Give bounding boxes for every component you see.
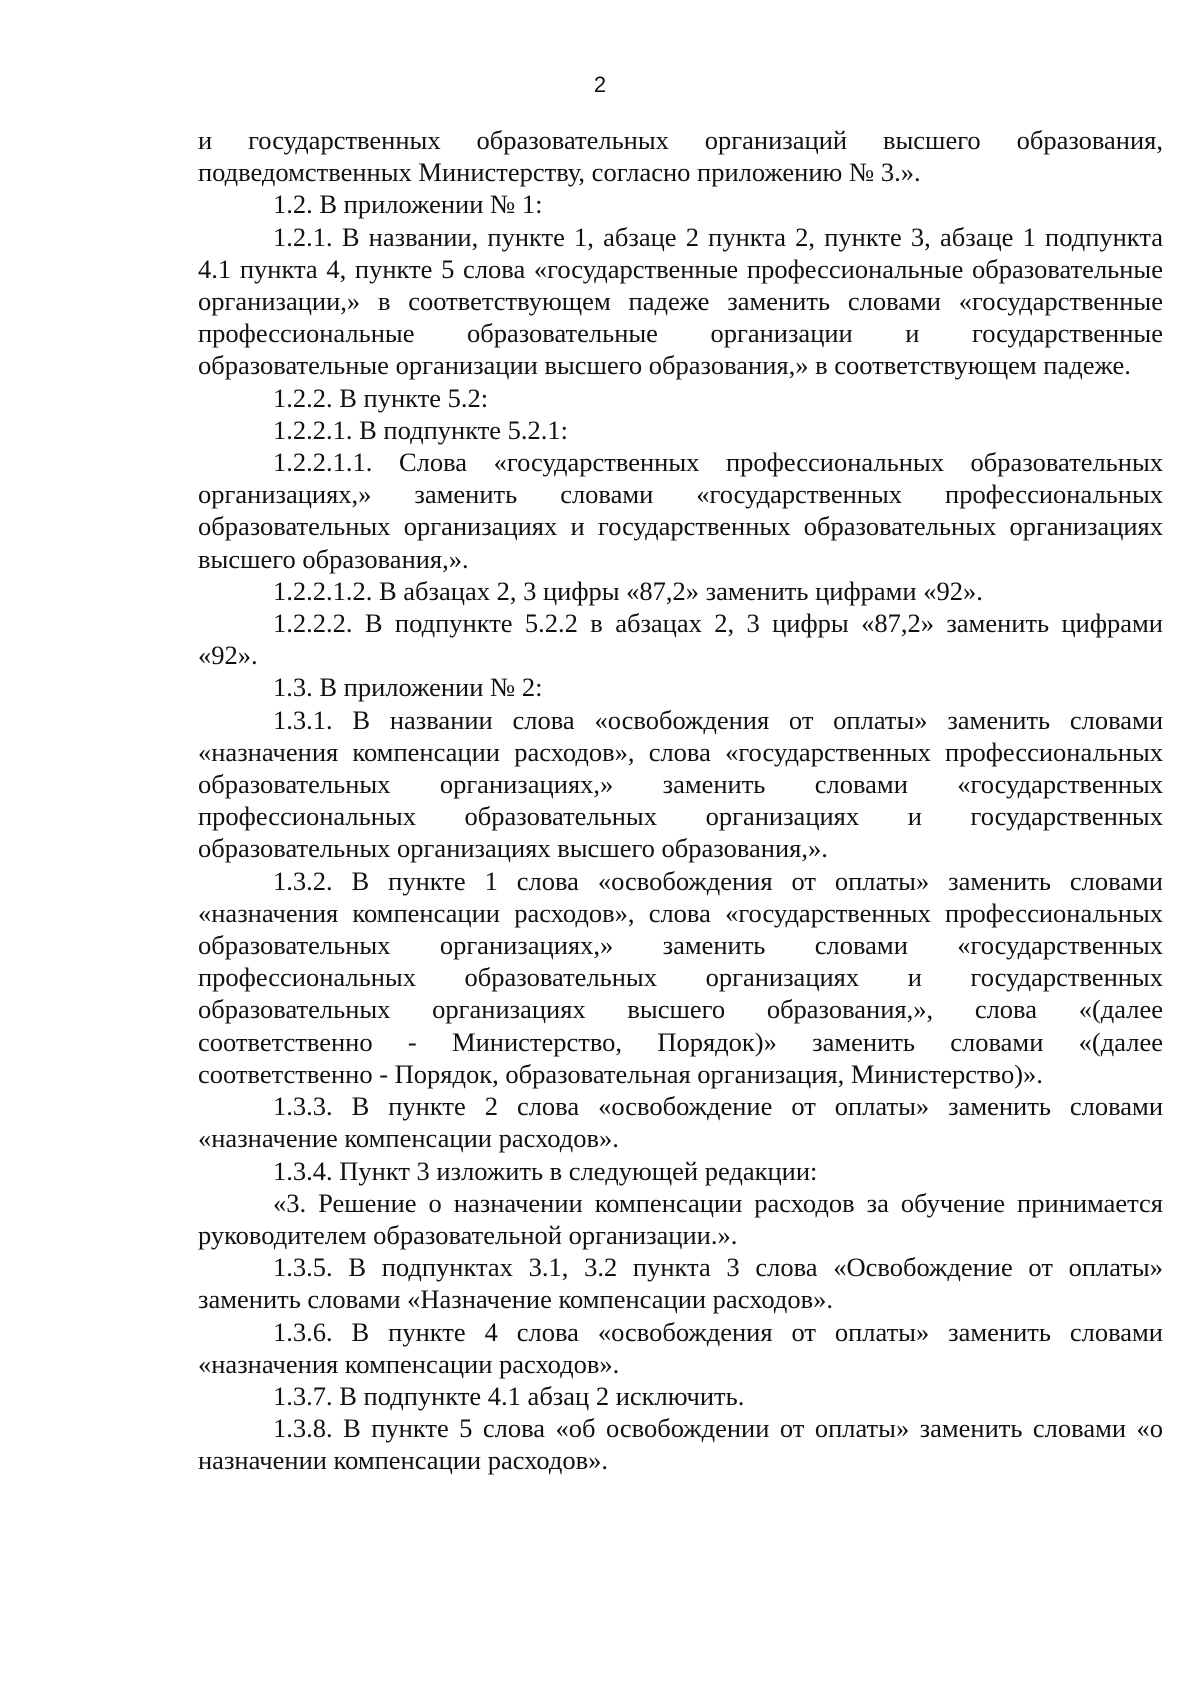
paragraph: 1.2.2.1.1. Слова «государственных профессиональных образовательных организациях,» заменить словами «государственных профессиональных образовательных организациях и государственных образовательных организациях высшего образования,». [198, 447, 1163, 574]
paragraph: 1.2.2.1. В подпункте 5.2.1: [273, 414, 569, 445]
paragraph: 1.3.4. Пункт 3 изложить в следующей редакции: [273, 1155, 818, 1186]
paragraph: 1.2.2.1.2. В абзацах 2, 3 цифры «87,2» заменить цифрами «92». [273, 575, 983, 606]
document-body [198, 124, 1163, 1477]
paragraph: 1.3. В приложении № 2: [273, 672, 543, 703]
paragraph: 1.2. В приложении № 1: [273, 189, 543, 220]
paragraph: 1.3.7. В подпункте 4.1 абзац 2 исключить. [273, 1380, 745, 1411]
paragraph: 1.3.8. В пункте 5 слова «об освобождении от оплаты» заменить словами «о назначении компенсации расходов». [198, 1413, 1163, 1476]
paragraph: 1.3.1. В названии слова «освобождения от оплаты» заменить словами «назначения компенсации расходов», слова «государственных профессиональных образовательных организациях,» заменить словами «государственных профессиональных образовательных организациях и государственных образовательных организациях высшего образования,». [198, 704, 1163, 864]
paragraph: 1.2.2. В пункте 5.2: [273, 382, 489, 413]
paragraph: 1.3.5. В подпунктах 3.1, 3.2 пункта 3 слова «Освобождение от оплаты» заменить словами «Назначение компенсации расходов». [198, 1252, 1163, 1315]
page-number: 2 [593, 72, 607, 97]
paragraph: «3. Решение о назначении компенсации расходов за обучение принимается руководителем образовательной организации.». [198, 1187, 1163, 1250]
paragraph: 1.3.6. В пункте 4 слова «освобождения от оплаты» заменить словами «назначения компенсации расходов». [198, 1316, 1163, 1379]
paragraph: и государственных образовательных организаций высшего образования, подведомственных Министерству, согласно приложению № 3.». [198, 125, 1163, 188]
paragraph: 1.3.2. В пункте 1 слова «освобождения от оплаты» заменить словами «назначения компенсации расходов», слова «государственных профессиональных образовательных организациях,» заменить словами «государственных профессиональных образовательных организациях и государственных образовательных организациях высшего образования,», слова «(далее соответственно - Министерство, Порядок)» заменить словами «(далее соответственно - Порядок, образовательная организация, Министерство)». [198, 865, 1163, 1089]
paragraph: 1.2.1. В названии, пункте 1, абзаце 2 пункта 2, пункте 3, абзаце 1 подпункта 4.1 пункта 4, пункте 5 слова «государственные профессиональные образовательные организации,» в соответствующем падеже заменить словами «государственные профессиональные образовательные организации и государственные образовательные организации высшего образования,» в соответствующем падеже. [198, 221, 1163, 381]
paragraph: 1.3.3. В пункте 2 слова «освобождение от оплаты» заменить словами «назначение компенсации расходов». [198, 1091, 1163, 1154]
paragraph: 1.2.2.2. В подпункте 5.2.2 в абзацах 2, 3 цифры «87,2» заменить цифрами «92». [198, 608, 1163, 671]
